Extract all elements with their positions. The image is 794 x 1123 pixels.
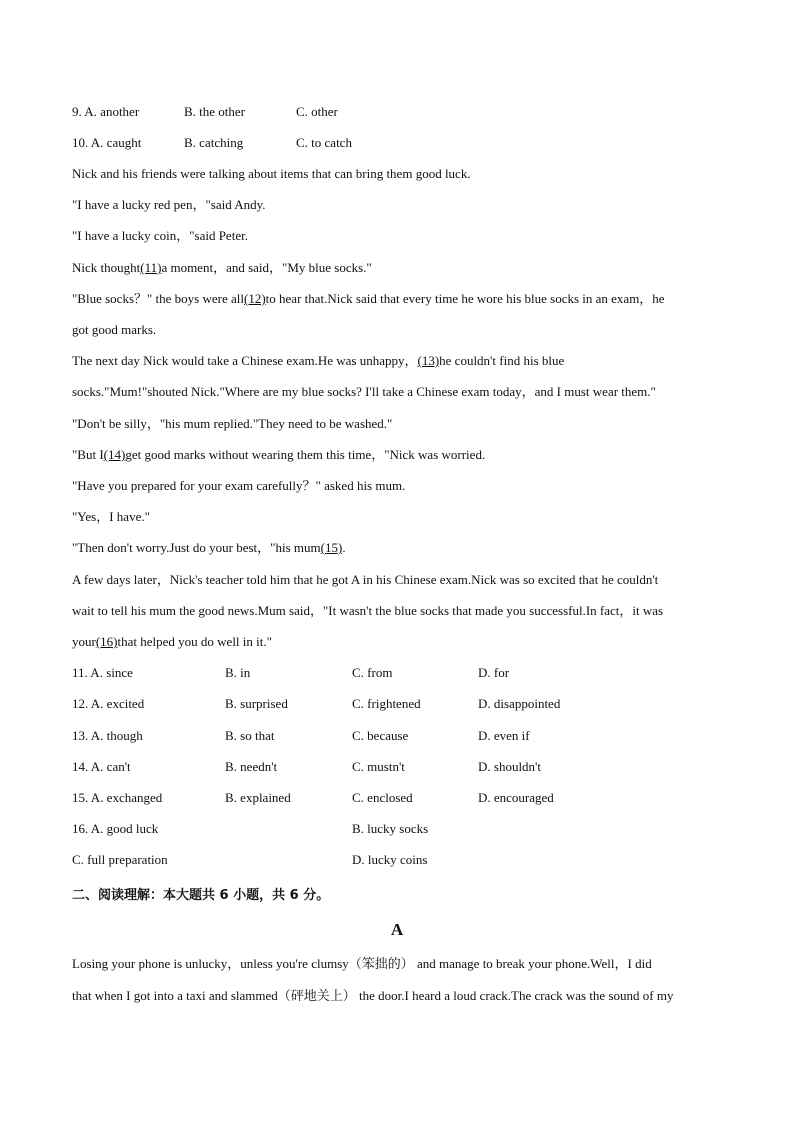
option-b: B. so that — [225, 728, 275, 743]
story-text: The next day Nick would take a Chinese exam.He was unhappy， — [72, 353, 418, 368]
story-text: to hear that.Nick said that every time he wore his blue socks in an exam，he — [265, 291, 665, 306]
option-16b: B. lucky socks — [352, 821, 429, 836]
option-b: B. needn't — [225, 759, 278, 774]
option-b: B. in — [225, 665, 251, 680]
option-c: C. mustn't — [352, 759, 405, 774]
option-10a: 10. A. caught — [72, 135, 142, 150]
blank-14: (14) — [103, 447, 126, 462]
option-d: D. shouldn't — [478, 759, 542, 774]
story-line: wait to tell his mum the good news.Mum said，"It wasn't the blue socks that made you successful.In fact，it was — [72, 603, 664, 618]
story-text: "Then don't worry.Just do your best，"his mum — [72, 540, 321, 555]
story-text: Nick thought — [72, 260, 141, 275]
option-16c: C. full preparation — [72, 852, 168, 867]
option-b: B. explained — [225, 790, 291, 805]
story-line: Nick and his friends were talking about items that can bring them good luck. — [72, 166, 471, 181]
option-d: D. for — [478, 665, 510, 680]
blank-11: (11) — [140, 260, 162, 275]
passage-line: that when I got into a taxi and slammed（砰地关上） the door.I heard a loud crack.The crack was the sound of my — [72, 988, 674, 1003]
story-line — [72, 447, 485, 463]
story-text: get good marks without wearing them this time，"Nick was worried. — [125, 447, 486, 462]
story-line — [72, 291, 665, 307]
story-line — [72, 353, 564, 369]
story-text: "Blue socks？" the boys were all — [72, 291, 244, 306]
story-line — [72, 540, 346, 556]
blank-13: (13) — [417, 353, 440, 368]
story-line: socks."Mum!"shouted Nick."Where are my blue socks? I'll take a Chinese exam today，and I must wear them." — [72, 384, 656, 399]
option-9c: C. other — [296, 104, 338, 119]
story-text: . — [342, 540, 346, 555]
option-d: D. encouraged — [478, 790, 554, 805]
option-a: 13. A. though — [72, 728, 143, 743]
option-16d: D. lucky coins — [352, 852, 428, 867]
option-d: D. disappointed — [478, 696, 561, 711]
option-c: C. frightened — [352, 696, 421, 711]
option-c: C. enclosed — [352, 790, 413, 805]
blank-15: (15) — [320, 540, 343, 555]
option-c: C. from — [352, 665, 393, 680]
passage-line: Losing your phone is unlucky，unless you're clumsy（笨拙的） and manage to break your phone.Well，I did — [72, 956, 652, 971]
story-line: "I have a lucky red pen，"said Andy. — [72, 197, 266, 212]
section-heading: 二、阅读理解：本大题共 6 小题，共 6 分。 — [72, 888, 330, 903]
passage-heading: A — [390, 920, 404, 939]
story-text: that helped you do well in it." — [117, 634, 272, 649]
story-line: "Yes，I have." — [72, 509, 150, 524]
option-a: 14. A. can't — [72, 759, 131, 774]
option-9b: B. the other — [184, 104, 246, 119]
option-a: 15. A. exchanged — [72, 790, 163, 805]
story-line: "Have you prepared for your exam carefully？" asked his mum. — [72, 478, 406, 493]
option-10c: C. to catch — [296, 135, 352, 150]
story-text: he couldn't find his blue — [439, 353, 565, 368]
story-line: A few days later，Nick's teacher told him that he got A in his Chinese exam.Nick was so excited that he couldn't — [72, 572, 659, 587]
option-c: C. because — [352, 728, 409, 743]
story-line — [72, 634, 272, 650]
option-10b: B. catching — [184, 135, 244, 150]
option-a: 12. A. excited — [72, 696, 145, 711]
blank-16: (16) — [95, 634, 118, 649]
story-line: "I have a lucky coin，"said Peter. — [72, 228, 248, 243]
story-text: a moment，and said，"My blue socks." — [161, 260, 372, 275]
story-line: got good marks. — [72, 322, 157, 337]
option-b: B. surprised — [225, 696, 288, 711]
option-16a: 16. A. good luck — [72, 821, 159, 836]
option-a: 11. A. since — [72, 665, 133, 680]
option-9a: 9. A. another — [72, 104, 140, 119]
story-text: your — [72, 634, 96, 649]
story-line — [72, 260, 372, 276]
option-d: D. even if — [478, 728, 530, 743]
blank-12: (12) — [244, 291, 266, 306]
story-text: "But I — [72, 447, 104, 462]
story-line: "Don't be silly，"his mum replied."They need to be washed." — [72, 416, 393, 431]
